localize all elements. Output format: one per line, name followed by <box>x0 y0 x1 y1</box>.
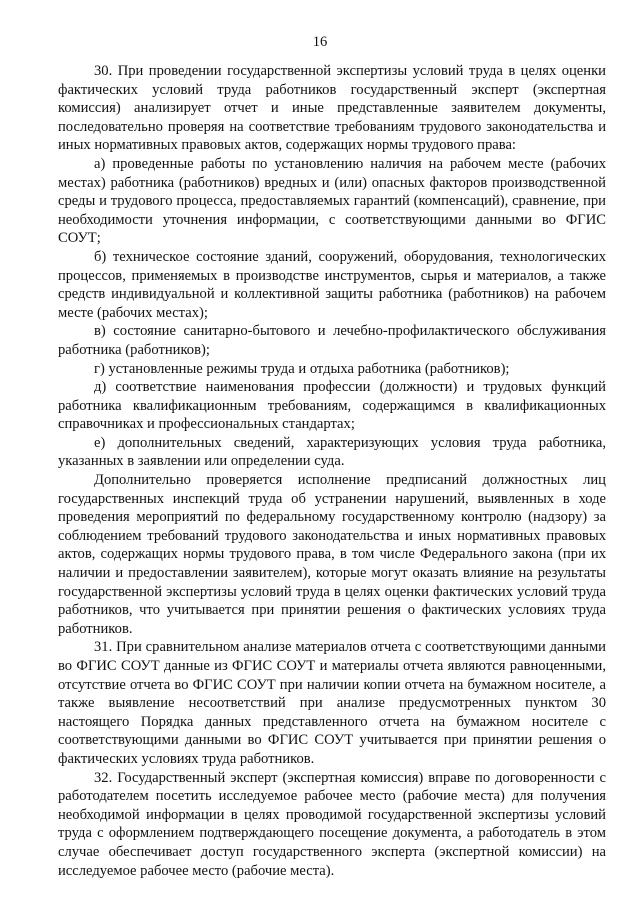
document-body <box>58 62 606 880</box>
list-item-a: а) проведенные работы по установлению наличия на рабочем месте (рабочих местах) работника (работников) вредных и (или) опасных факторов производственной среды и трудового процесса, предоставляемых гарантий (компенсаций), сравнение, при необходимости уточнения информации, с соответствующими данными во ФГИС СОУТ; <box>58 155 606 247</box>
list-item-v: в) состояние санитарно-бытового и лечебно-профилактического обслуживания работника (работников); <box>58 323 606 358</box>
list-item-g: г) установленные режимы труда и отдыха работника (работников); <box>94 360 510 377</box>
page-number: 16 <box>312 34 328 50</box>
paragraph-additional-check: Дополнительно проверяется исполнение предписаний должностных лиц государственных инспекций труда об устранении нарушений, выявленных в ходе проведения мероприятий по федеральному государственному контролю (надзору) за соблюдением требований трудового законодательства и иных нормативных правовых актов, содержащих нормы трудового права, в том числе Федерального закона (при их наличии и предоставлении заявителем), которые могут оказать влияние на результаты государственной экспертизы условий труда в целях оценки фактических условий труда работников, что учитывается при принятии решения о фактических условиях труда работников. <box>58 472 606 637</box>
list-item-e: е) дополнительных сведений, характеризующих условия труда работника, указанных в заявлении или определении суда. <box>58 434 606 470</box>
list-item-d: д) соответствие наименования профессии (должности) и трудовых функций работника квалификационным требованиям, содержащимся в квалификационных справочниках и профессиональных стандартах; <box>58 379 606 433</box>
list-item-b: б) техническое состояние зданий, сооружений, оборудования, технологических процессов, применяемых в производстве инструментов, сырья и материалов, а также средств индивидуальной и коллективной защиты работника (работников) на рабочем месте (рабочих местах); <box>58 248 606 321</box>
paragraph-32: 32. Государственный эксперт (экспертная комиссия) вправе по договоренности с работодателем посетить исследуемое рабочее место (рабочие места) для получения необходимой информации в целях проводимой государственной экспертизы условий труда с оформлением подтверждающего посещение документа, а работодатель в этом случае обеспечивает доступ государственного эксперта (экспертной комиссии) на исследуемое рабочее место (рабочие места). <box>58 769 606 879</box>
paragraph-30: 30. При проведении государственной экспертизы условий труда в целях оценки фактических условий труда работников государственный эксперт (экспертная комиссия) анализирует отчет и иные представленные заявителем документы, последовательно проверяя на соответствие требованиям трудового законодательства и иных нормативных правовых актов, содержащих нормы трудового права: <box>58 63 606 154</box>
paragraph-31: 31. При сравнительном анализе материалов отчета с соответствующими данными во ФГИС СОУТ данные из ФГИС СОУТ и материалы отчета являются равноценными, отсутствие отчета во ФГИС СОУТ при наличии копии отчета на бумажном носителе, а также выявление несоответствий при анализе предусмотренных пунктом 30 настоящего Порядка данных представленного отчета на бумажном носителе с соответствующими данными во ФГИС СОУТ учитывается при принятии решения о фактических условиях труда работников. <box>58 639 606 767</box>
